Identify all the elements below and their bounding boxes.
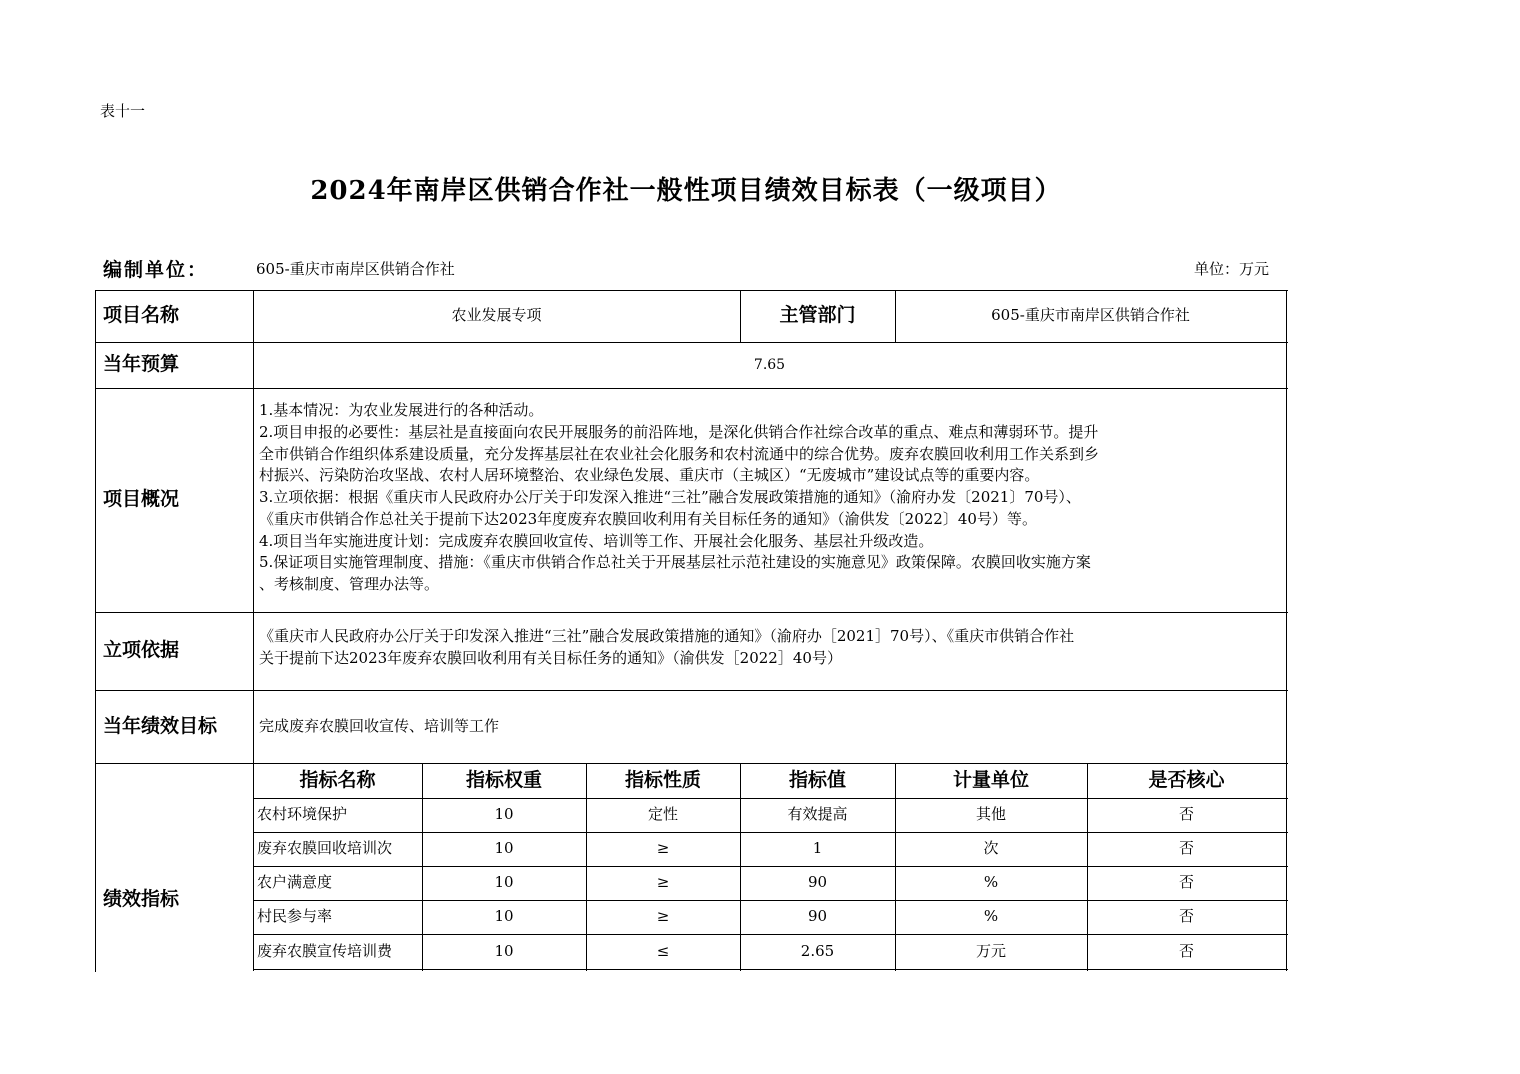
overview-line: 全市供销合作组织体系建设质量，充分发挥基层社在农业社会化服务和农村流通中的综合优势。废弃农膜回收利用工作关系到乡	[259, 444, 1100, 463]
overview-line: 村振兴、污染防治攻坚战、农村人居环境整治、农业绿色发展、重庆市（主城区）“无废城市”建设试点等的重要内容。	[259, 466, 1040, 485]
header-indicator-nature: 指标性质	[624, 768, 701, 791]
unit-value: 605-重庆市南岸区供销合作社	[256, 260, 455, 278]
table-row-name: 废弃农膜回收培训次	[257, 839, 393, 858]
header-indicator-value: 指标值	[788, 768, 846, 791]
unit-label: 编制单位：	[103, 259, 209, 281]
table-row-value: 1	[812, 839, 823, 858]
department-value: 605-重庆市南岸区供销合作社	[991, 306, 1190, 325]
table-row-unit: 万元	[975, 941, 1006, 960]
header-unit: 计量单位	[952, 768, 1029, 791]
table-row-name: 废弃农膜宣传培训费	[257, 941, 393, 960]
table-row-nature: ≥	[656, 839, 670, 858]
department-label: 主管部门	[779, 304, 856, 327]
overview-line: 5.保证项目实施管理制度、措施：《重庆市供销合作总社关于开展基层社示范社建设的实施意见》政策保障。农膜回收实施方案	[259, 553, 1091, 572]
overview-line: 2.项目申报的必要性：基层社是直接面向农民开展服务的前沿阵地，是深化供销合作社综合改革的重点、难点和薄弱环节。提升	[259, 422, 1099, 441]
table-row-unit: %	[983, 907, 999, 926]
basis-text	[253, 612, 1286, 690]
basis-label: 立项依据	[103, 639, 180, 662]
table-row-core: 否	[1178, 907, 1194, 926]
goal-value: 完成废弃农膜回收宣传、培训等工作	[259, 716, 500, 735]
table-row-value: 90	[807, 907, 828, 926]
budget-label: 当年预算	[103, 353, 180, 376]
table-label: 表十一	[100, 102, 146, 120]
table-row-nature: 定性	[647, 805, 678, 824]
table-row-nature: ≥	[656, 907, 670, 926]
table-row-name: 农村环境保护	[257, 805, 348, 824]
goal-label: 当年绩效目标	[103, 714, 218, 737]
table-row-nature: ≥	[656, 873, 670, 892]
overview-line: 3.立项依据：根据《重庆市人民政府办公厅关于印发深入推进“三社”融合发展政策措施的通知》（渝府办发〔2021〕70号）、	[259, 488, 1081, 506]
project-name-label: 项目名称	[103, 304, 180, 327]
table-row-weight: 10	[494, 941, 514, 960]
overview-label: 项目概况	[103, 488, 180, 511]
table-row-weight: 10	[494, 873, 514, 892]
table-row-core: 否	[1178, 805, 1194, 824]
basis-line: 《重庆市人民政府办公厅关于印发深入推进“三社”融合发展政策措施的通知》（渝府办［2021］70号）、《重庆市供销合作社	[259, 627, 1075, 645]
table-row-value: 有效提高	[787, 805, 848, 824]
table-row-weight: 10	[494, 839, 514, 858]
table-row-core: 否	[1178, 873, 1194, 892]
budget-value: 7.65	[753, 356, 786, 373]
table-row-value: 90	[807, 873, 828, 892]
project-name-value: 农业发展专项	[451, 306, 542, 325]
header-is-core: 是否核心	[1148, 768, 1225, 791]
currency-label: 单位：万元	[1194, 260, 1270, 278]
table-row-weight: 10	[494, 805, 514, 824]
table-row-unit: %	[983, 873, 999, 892]
table-row-name: 农户满意度	[257, 873, 333, 892]
header-indicator-name: 指标名称	[299, 768, 376, 791]
table-row-name: 村民参与率	[257, 907, 333, 926]
overview-line: 1.基本情况：为农业发展进行的各种活动。	[259, 401, 544, 419]
table-row-nature: ≤	[656, 941, 670, 960]
table-row-unit: 次	[983, 839, 999, 858]
page-title: 2024年南岸区供销合作社一般性项目绩效目标表（一级项目）	[310, 176, 1062, 206]
table-row-core: 否	[1178, 941, 1194, 960]
performance-table	[95, 290, 1288, 972]
table-row-value: 2.65	[800, 941, 835, 960]
overview-line: 、考核制度、管理办法等。	[259, 575, 440, 593]
basis-line: 关于提前下达2023年废弃农膜回收利用有关目标任务的通知》（渝供发［2022］40号）	[259, 648, 842, 667]
header-indicator-weight: 指标权重	[465, 768, 542, 791]
overview-line: 4.项目当年实施进度计划：完成废弃农膜回收宣传、培训等工作、开展社会化服务、基层社升级改造。	[259, 531, 934, 550]
table-row-core: 否	[1178, 839, 1194, 858]
overview-line: 《重庆市供销合作总社关于提前下达2023年度废弃农膜回收利用有关目标任务的通知》（渝供发〔2022〕40号）等。	[259, 509, 1037, 528]
overview-text	[253, 388, 1286, 612]
indicators-label: 绩效指标	[103, 888, 180, 911]
table-row-unit: 其他	[975, 805, 1006, 824]
table-row-weight: 10	[494, 907, 514, 926]
